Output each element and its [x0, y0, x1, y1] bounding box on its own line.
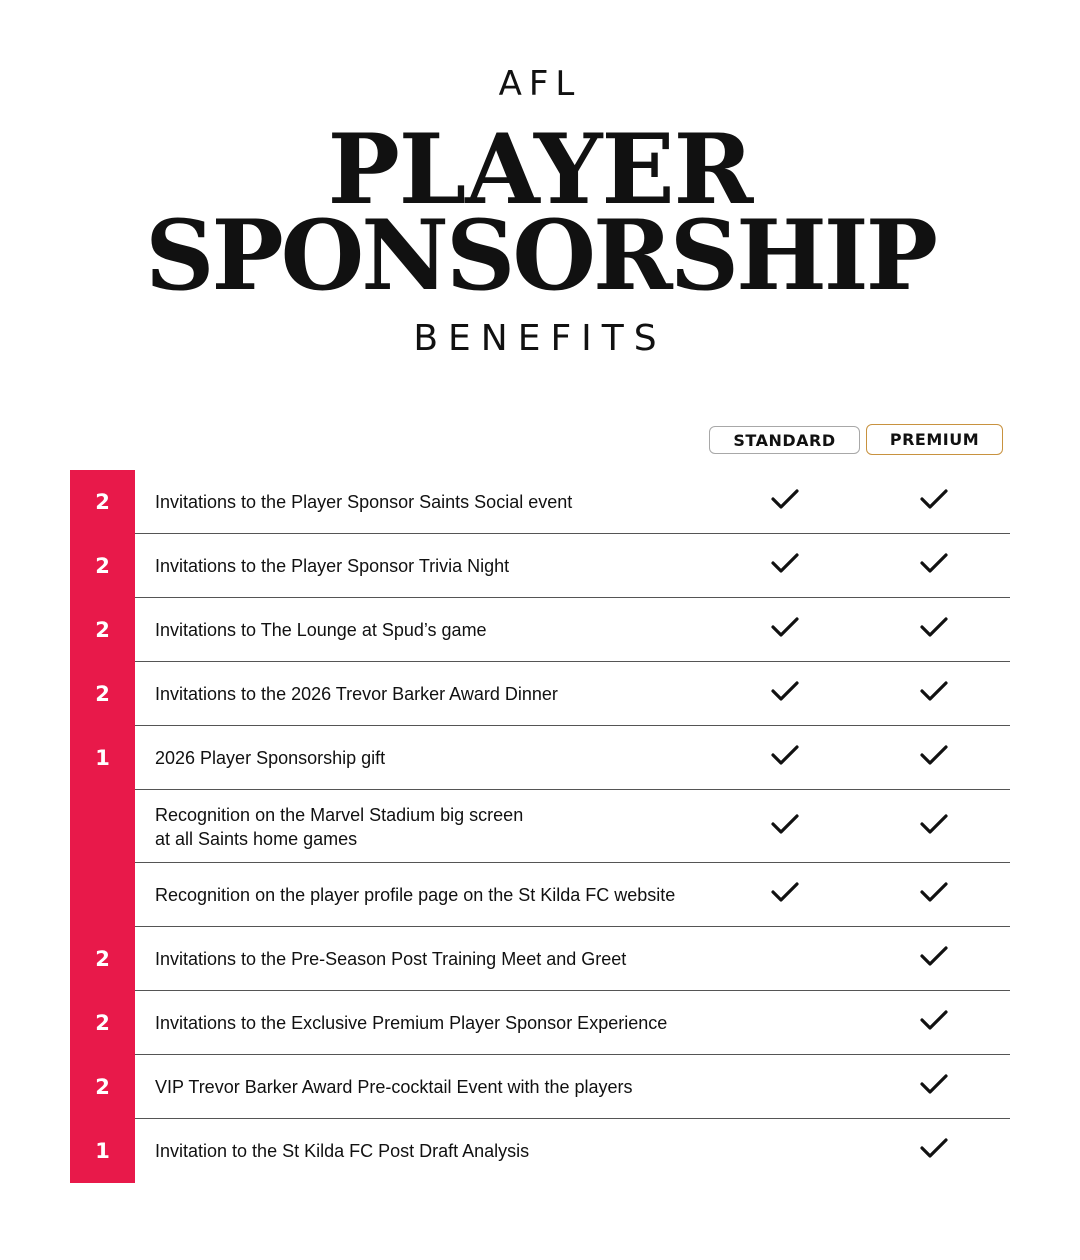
standard-check-icon: [770, 743, 800, 767]
header-kicker: AFL: [498, 64, 582, 104]
benefit-text: Invitation to the St Kilda FC Post Draft Analysis: [155, 1141, 530, 1161]
standard-check-icon: [770, 551, 800, 575]
table-row: [70, 534, 1010, 598]
premium-check-icon: [919, 551, 949, 575]
page-title-line1: PLAYER: [327, 113, 753, 226]
premium-check-icon: [919, 1136, 949, 1160]
premium-check-icon: [919, 679, 949, 703]
benefit-text: Recognition on the player profile page on the St Kilda FC website: [155, 885, 676, 905]
benefit-text: Invitations to the 2026 Trevor Barker Award Dinner: [155, 684, 558, 704]
premium-check-icon: [919, 1008, 949, 1032]
benefit-quantity: [70, 790, 135, 863]
benefit-quantity: [70, 863, 135, 927]
standard-check-icon: [770, 880, 800, 904]
premium-check-icon: [919, 615, 949, 639]
page-title-line2: SPONSORSHIP: [145, 199, 935, 312]
benefit-quantity: 2: [70, 470, 135, 534]
benefit-quantity: 2: [70, 598, 135, 662]
table-row: [70, 662, 1010, 726]
benefit-text: Recognition on the Marvel Stadium big screen at all Saints home games: [155, 804, 524, 849]
standard-check-icon: [770, 487, 800, 511]
benefit-text: VIP Trevor Barker Award Pre-cocktail Event with the players: [155, 1077, 633, 1097]
standard-check-icon: [770, 812, 800, 836]
table-row: [70, 991, 1010, 1055]
benefit-quantity: 2: [70, 927, 135, 991]
benefit-quantity: 2: [70, 662, 135, 726]
premium-check-icon: [919, 880, 949, 904]
benefit-text: Invitations to the Pre-Season Post Training Meet and Greet: [155, 949, 627, 969]
table-row: [70, 726, 1010, 790]
tier-badge-premium: PREMIUM: [866, 424, 1003, 455]
benefit-quantity: 1: [70, 1119, 135, 1183]
table-row: [70, 1119, 1010, 1183]
table-row: [70, 863, 1010, 927]
standard-check-icon: [770, 615, 800, 639]
benefit-quantity: 1: [70, 726, 135, 790]
benefit-quantity: 2: [70, 991, 135, 1055]
premium-check-icon: [919, 487, 949, 511]
benefit-text: Invitations to the Player Sponsor Trivia Night: [155, 556, 510, 576]
benefit-quantity: 2: [70, 534, 135, 598]
table-row: [70, 790, 1010, 863]
benefit-text: Invitations to the Exclusive Premium Player Sponsor Experience: [155, 1013, 668, 1033]
benefit-text: Invitations to The Lounge at Spud’s game: [155, 620, 487, 640]
benefit-quantity: 2: [70, 1055, 135, 1119]
table-row: [70, 1055, 1010, 1119]
benefit-text: Invitations to the Player Sponsor Saints Social event: [155, 492, 573, 512]
header-subtitle: BENEFITS: [413, 318, 667, 359]
table-row: [70, 470, 1010, 534]
table-row: [70, 927, 1010, 991]
premium-check-icon: [919, 944, 949, 968]
benefit-text: 2026 Player Sponsorship gift: [155, 748, 386, 768]
premium-check-icon: [919, 1072, 949, 1096]
premium-check-icon: [919, 743, 949, 767]
premium-check-icon: [919, 812, 949, 836]
standard-check-icon: [770, 679, 800, 703]
table-row: [70, 598, 1010, 662]
tier-badge-standard: STANDARD: [709, 426, 860, 454]
benefits-table: [70, 470, 1010, 1183]
